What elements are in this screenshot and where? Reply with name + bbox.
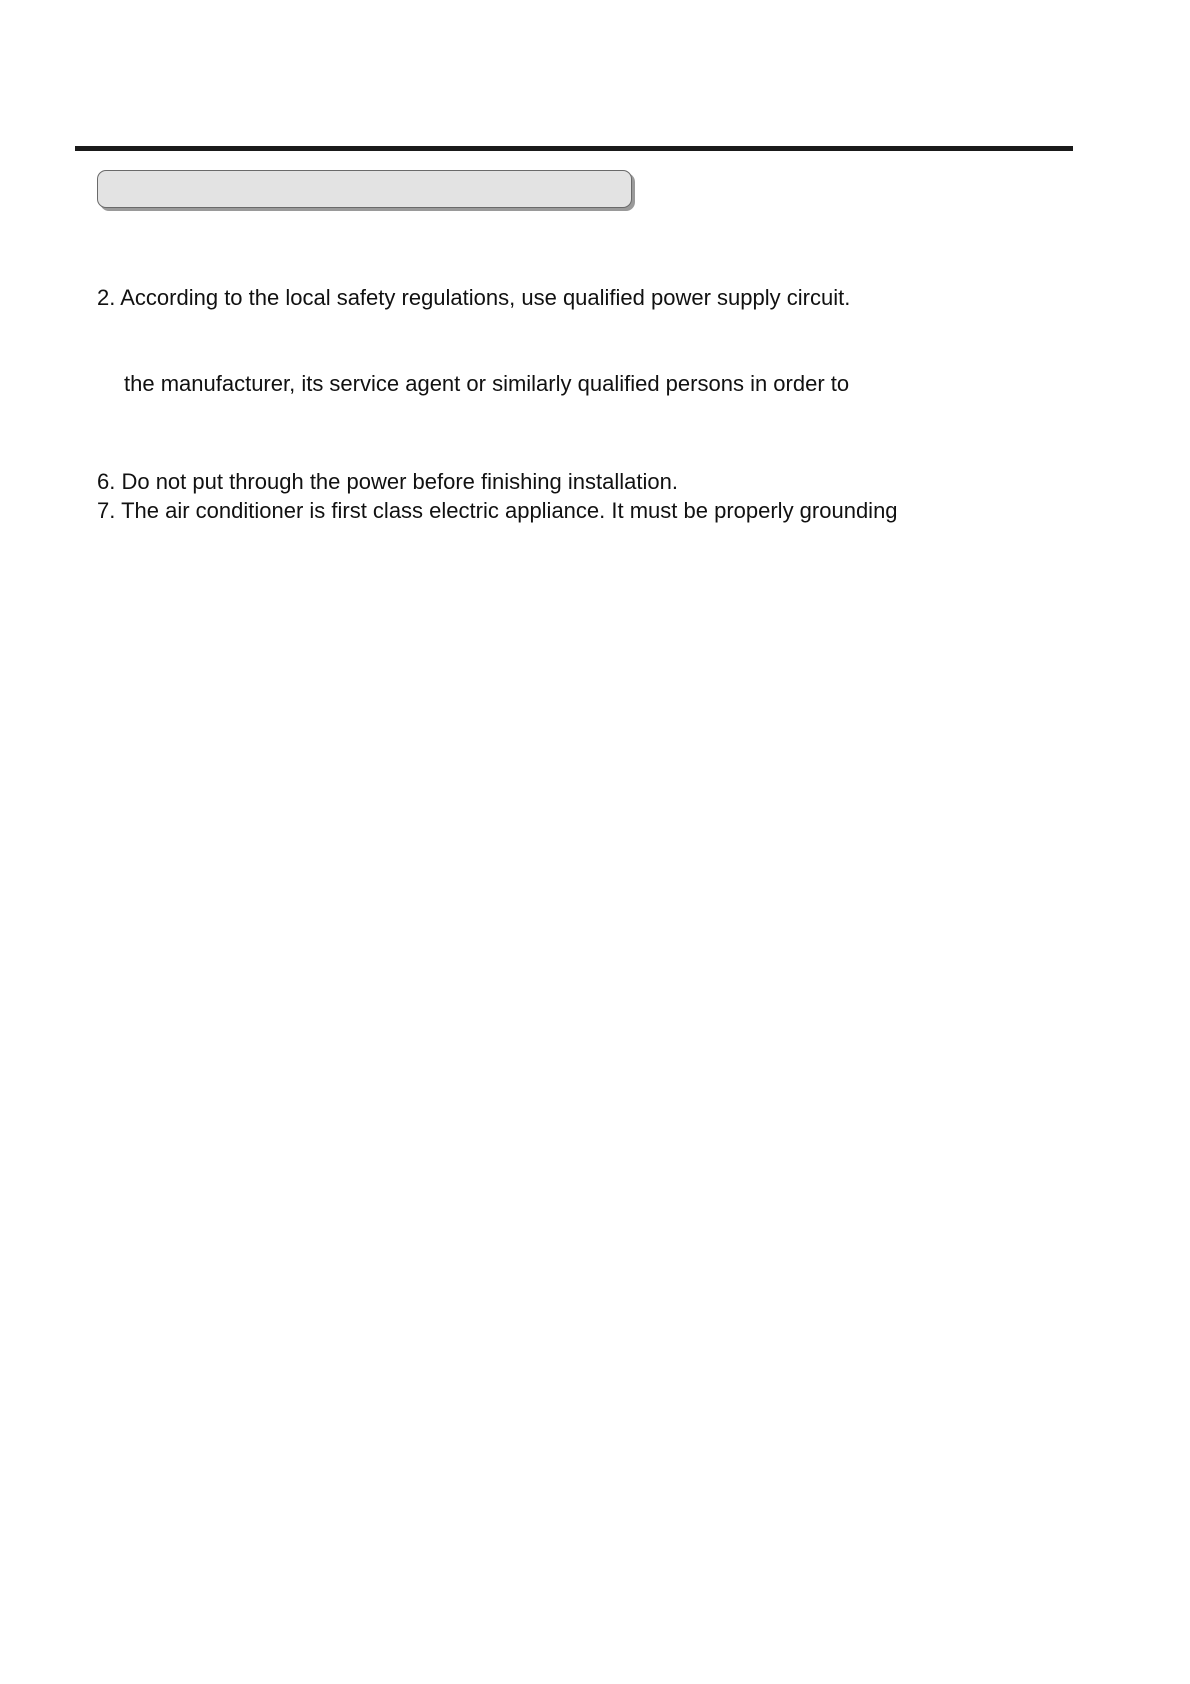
section-header-box (97, 170, 632, 208)
instruction-item-6: 6. Do not put through the power before finishing installation. (97, 469, 678, 494)
instruction-item-2: 2. According to the local safety regulations, use qualified power supply circuit. (97, 285, 851, 310)
instruction-continuation: the manufacturer, its service agent or similarly qualified persons in order to (124, 371, 850, 396)
instruction-item-7: 7. The air conditioner is first class electric appliance. It must be properly grounding (97, 498, 898, 523)
top-rule (75, 146, 1073, 151)
